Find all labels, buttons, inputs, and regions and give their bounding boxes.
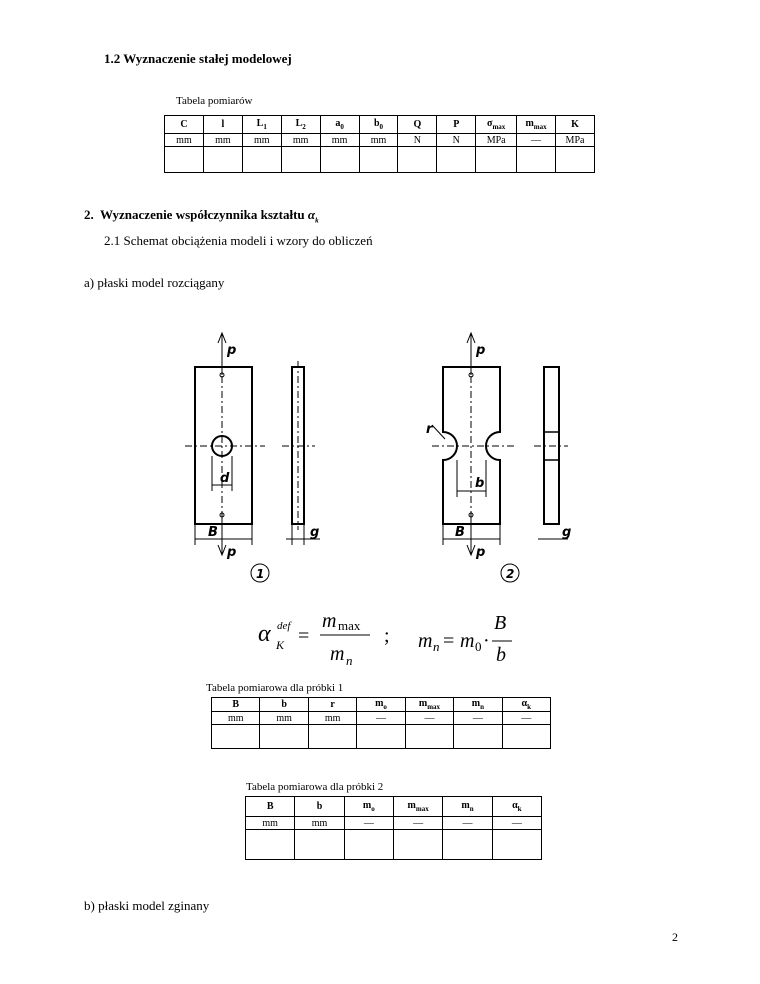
section-title-1-2: 1.2 Wyznaczenie stałej modelowej <box>104 51 292 66</box>
t2-h: $m_n$ <box>454 698 502 712</box>
t1-u: mm <box>320 134 359 147</box>
table3-caption: Tabela pomiarowa dla próbki 2 <box>246 781 384 793</box>
table3 <box>245 796 542 860</box>
t3-u: — <box>344 817 393 830</box>
t2-h: B <box>212 698 260 712</box>
t3-h: $m_{max}$ <box>393 797 442 817</box>
num: m <box>322 610 337 632</box>
section-subtitle-2-1: 2.1 Schemat obciążenia modeli i wzory do obliczeń <box>104 233 373 248</box>
t2-u: mm <box>260 712 308 725</box>
m0: m <box>460 630 475 652</box>
def: def <box>277 620 291 632</box>
section-title-2: 2. Wyznaczenie współczynnika kształtu $\alpha_k$ <box>84 207 319 225</box>
t1-h-mmax: $m_{max}$ <box>517 116 556 134</box>
t3-u: mm <box>295 817 344 830</box>
p-label: p <box>227 545 237 560</box>
table1-caption: Tabela pomiarów <box>176 95 253 107</box>
den-sub: n <box>346 653 353 668</box>
t3-h: $m_o$ <box>344 797 393 817</box>
t1-h-l: l <box>203 116 242 134</box>
dim-r: r <box>426 422 433 437</box>
den: m <box>330 643 345 665</box>
t1-u: mm <box>165 134 204 147</box>
t2-u: — <box>357 712 405 725</box>
frac-b: b <box>496 644 506 666</box>
dim-g: g <box>310 525 320 540</box>
t1-h-b0: $b_0$ <box>359 116 398 134</box>
t1-u: mm <box>359 134 398 147</box>
t1-h-L2: $L_2$ <box>281 116 320 134</box>
t1-u: mm <box>281 134 320 147</box>
t2-u: mm <box>308 712 356 725</box>
t3-u: mm <box>246 817 295 830</box>
t1-h-smax: $\sigma_{max}$ <box>476 116 517 134</box>
page-number: 2 <box>672 930 678 944</box>
t2-u: mm <box>212 712 260 725</box>
t3-h: $m_n$ <box>443 797 492 817</box>
t1-h-L1: $L_1$ <box>242 116 281 134</box>
dim-B: B <box>208 525 218 540</box>
eq2: = <box>443 630 455 652</box>
model-b-label: b) płaski model zginany <box>84 898 210 913</box>
t2-h: r <box>308 698 356 712</box>
t2-h: b <box>260 698 308 712</box>
t1-u: N <box>437 134 476 147</box>
t3-h: $\alpha_k$ <box>492 797 541 817</box>
dim-g: g <box>562 525 572 540</box>
t1-h-Q: Q <box>398 116 437 134</box>
dim-d: d <box>220 471 230 486</box>
t2-u: — <box>454 712 502 725</box>
t1-u: MPa <box>476 134 517 147</box>
formula <box>250 605 530 675</box>
t3-h: b <box>295 797 344 817</box>
t2-u: — <box>502 712 550 725</box>
t1-h-a0: $a_0$ <box>320 116 359 134</box>
t1-u: mm <box>203 134 242 147</box>
figure-number-2: 2 <box>506 567 515 581</box>
t1-u: mm <box>242 134 281 147</box>
frac-B: B <box>494 612 507 634</box>
t1-h-C: C <box>165 116 204 134</box>
dim-B: B <box>455 525 465 540</box>
eq1: = <box>298 625 310 647</box>
t3-h: B <box>246 797 295 817</box>
t3-u: — <box>443 817 492 830</box>
t1-u: — <box>517 134 556 147</box>
t2-h: $m_o$ <box>357 698 405 712</box>
t1-h-K: K <box>556 116 595 134</box>
t2-u: — <box>405 712 454 725</box>
mn: m <box>418 630 433 652</box>
table2-caption: Tabela pomiarowa dla próbki 1 <box>206 682 344 694</box>
alpha: α <box>258 621 271 647</box>
t3-u: — <box>393 817 442 830</box>
specimen-drawings <box>170 325 600 595</box>
p-label: p <box>476 545 486 560</box>
table2 <box>211 697 551 749</box>
m0-sub: 0 <box>475 639 482 654</box>
separator: ; <box>384 625 390 647</box>
dim-b: b <box>475 476 485 491</box>
num-sub: max <box>338 618 361 633</box>
p-label: p <box>476 343 486 358</box>
t1-u: MPa <box>556 134 595 147</box>
t1-h-P: P <box>437 116 476 134</box>
t2-h: $\alpha_k$ <box>502 698 550 712</box>
figure-number-1: 1 <box>256 567 265 581</box>
model-a-label: a) płaski model rozciągany <box>84 275 225 290</box>
dot: · <box>483 630 490 652</box>
mn-sub: n <box>433 639 440 654</box>
alpha-sub: K <box>276 638 285 652</box>
t2-h: $m_{max}$ <box>405 698 454 712</box>
table1 <box>164 115 595 173</box>
t3-u: — <box>492 817 541 830</box>
p-label: p <box>227 343 237 358</box>
t1-u: N <box>398 134 437 147</box>
